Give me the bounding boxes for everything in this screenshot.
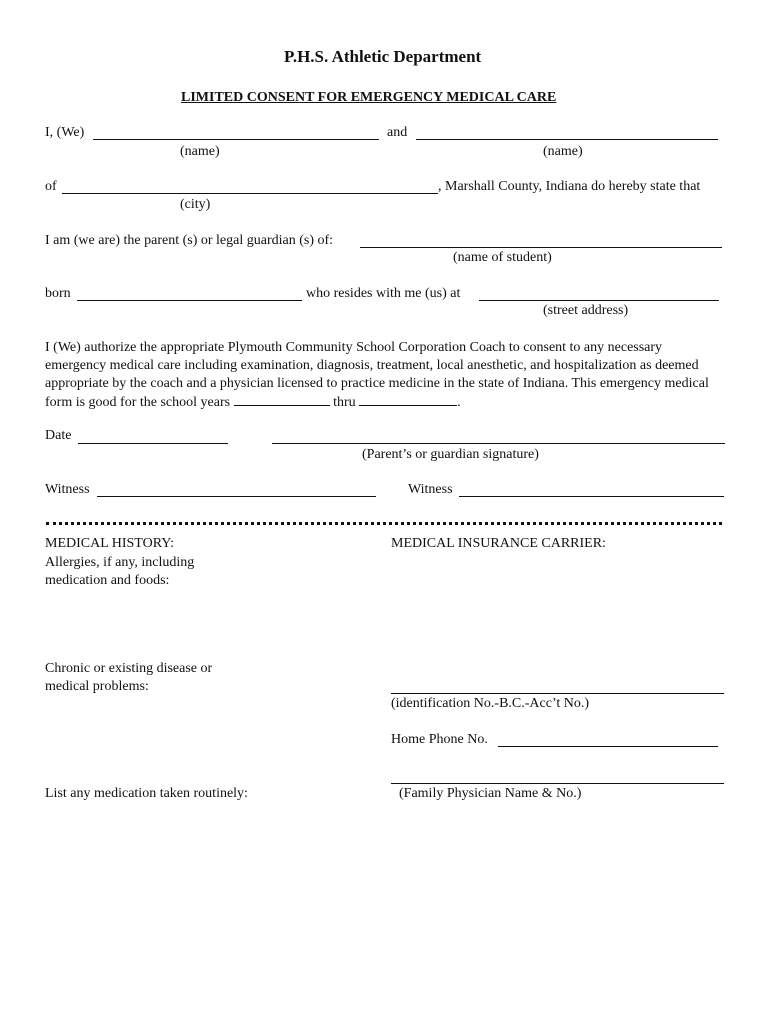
date-field[interactable] (78, 443, 228, 444)
street-caption: (street address) (543, 303, 629, 318)
of-label: of (45, 179, 57, 194)
medical-history-title: MEDICAL HISTORY: (45, 536, 175, 551)
insurance-id-caption: (identification No.-B.C.-Acc’t No.) (391, 696, 590, 711)
physician-caption: (Family Physician Name & No.) (399, 786, 582, 801)
authorization-text: I (We) authorize the appropriate Plymouth Community School Corporation Coach to consent to any necessary emergency medical care including examination, diagnosis, treatment, local anesthetic, and hospitalization as deemed appropriate by the coach and a physician licensed to practice medicine in the state of Indiana. This emergency medical form is good for the school years (45, 340, 709, 410)
street-address-field[interactable] (479, 300, 719, 301)
witness-label-1: Witness (45, 482, 90, 497)
born-label: born (45, 286, 71, 301)
birth-date-field[interactable] (77, 300, 302, 301)
school-year-end-field[interactable] (359, 393, 457, 406)
and-label: and (387, 125, 408, 140)
allergies-label: Allergies, if any, including medication and foods: (45, 555, 195, 588)
witness-1-field[interactable] (97, 496, 376, 497)
witness-label-2: Witness (408, 482, 453, 497)
parent-name-1-field[interactable] (93, 139, 379, 140)
physician-field[interactable] (391, 783, 724, 784)
city-field[interactable] (62, 193, 438, 194)
thru-label: thru (333, 395, 356, 410)
insurance-title: MEDICAL INSURANCE CARRIER: (391, 536, 606, 551)
county-statement: , Marshall County, Indiana do hereby state that (438, 179, 701, 194)
name-caption-1: (name) (180, 144, 220, 159)
authorization-paragraph (45, 339, 725, 412)
student-caption: (name of student) (453, 250, 552, 265)
parent-guardian-text: I am (we are) the parent (s) or legal guardian (s) of: (45, 233, 334, 248)
home-phone-label: Home Phone No. (391, 732, 488, 747)
date-label: Date (45, 428, 72, 443)
medication-label: List any medication taken routinely: (45, 786, 248, 801)
parent-name-2-field[interactable] (416, 139, 718, 140)
form-subtitle: LIMITED CONSENT FOR EMERGENCY MEDICAL CARE (181, 90, 557, 105)
resides-text: who resides with me (us) at (306, 286, 461, 301)
student-name-field[interactable] (360, 247, 722, 248)
page-title: P.H.S. Athletic Department (284, 47, 482, 66)
school-year-start-field[interactable] (234, 393, 330, 406)
home-phone-field[interactable] (498, 746, 718, 747)
name-caption-2: (name) (543, 144, 583, 159)
witness-2-field[interactable] (459, 496, 724, 497)
section-divider (46, 522, 722, 525)
period: . (457, 395, 461, 410)
signature-field[interactable] (272, 443, 725, 444)
i-we-label: I, (We) (45, 125, 85, 140)
city-caption: (city) (180, 197, 211, 212)
signature-caption: (Parent’s or guardian signature) (362, 447, 539, 462)
chronic-label: Chronic or existing disease or medical problems: (45, 661, 213, 694)
insurance-id-field[interactable] (391, 693, 724, 694)
